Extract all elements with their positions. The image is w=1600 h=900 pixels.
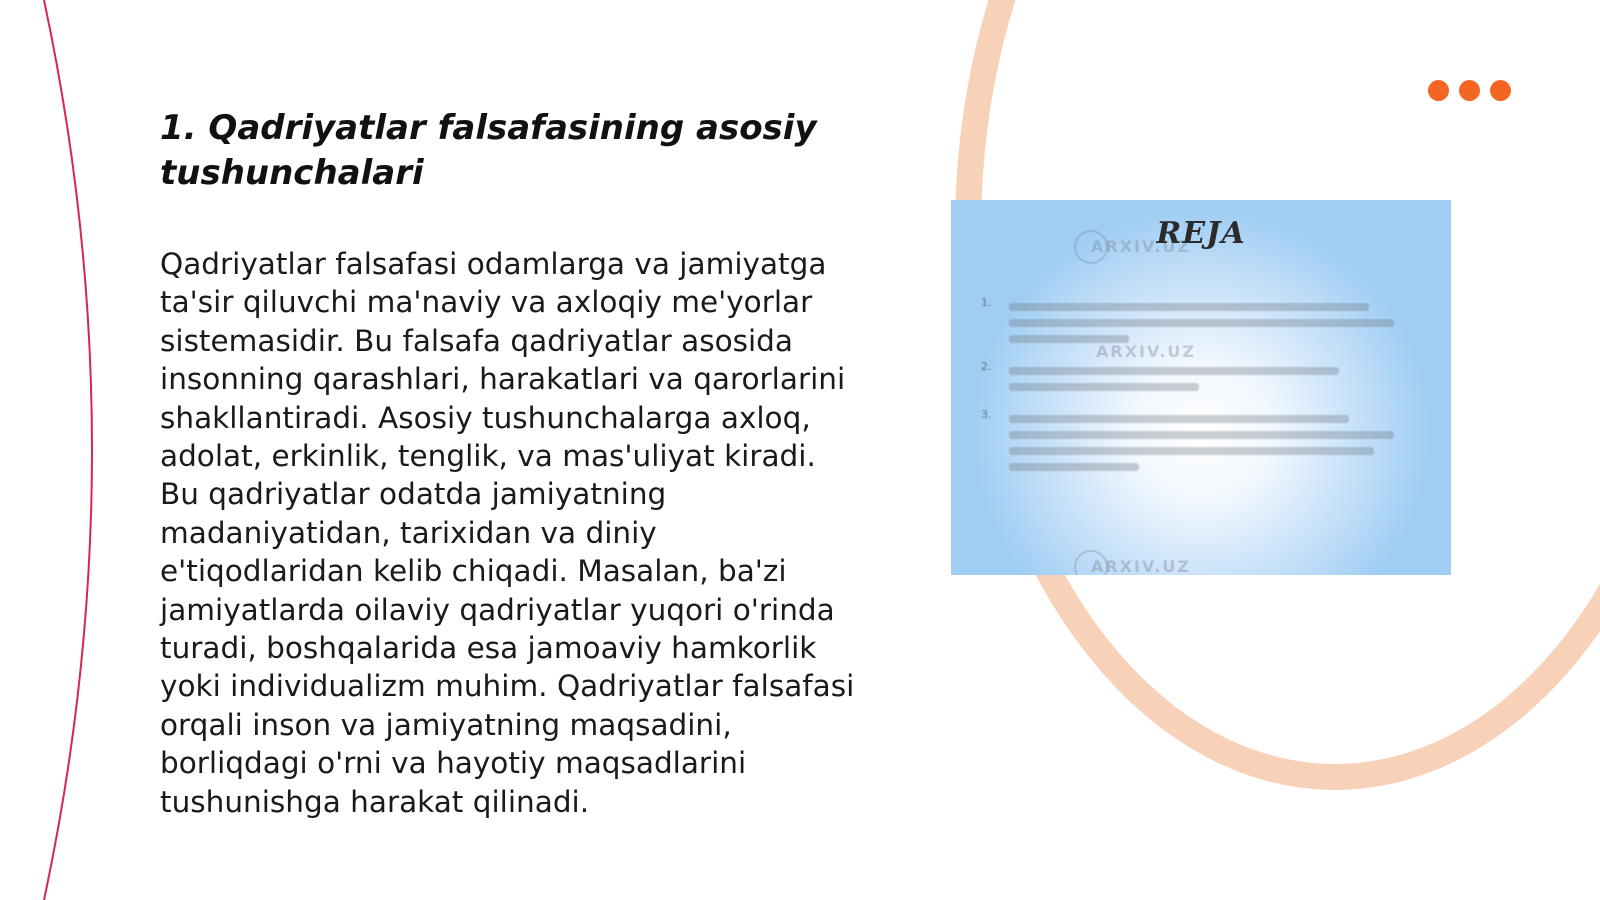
blurred-line [1009,367,1339,375]
blurred-line [1009,431,1394,439]
plan-item [981,408,1401,479]
dot-icon [1490,80,1511,101]
slide-title: 1. Qadriyatlar falsafasining asosiy tushunchalari [160,108,817,193]
blurred-line [1009,447,1374,455]
plan-item [981,360,1401,399]
blurred-line [1009,383,1199,391]
picture-plan-list [981,296,1401,488]
plan-item-number: 1. [981,296,992,309]
left-decorative-arc [0,0,120,900]
slide-body-text: Qadriyatlar falsafasi odamlarga va jamiyatga ta'sir qiluvchi ma'naviy va axloqiy me'yorlar sistemasidir. Bu falsafa qadriyatlar asosida insonning qarashlari, harakatlari va qarorlarini shakllantiradi. Asosiy tushunchalarga axloq, adolat, erkinlik, tenglik, va mas'uliyat kiradi. Bu qadriyatlar odatda jamiyatning madaniyatidan, tarixidan va diniy e'tiqodlaridan kelib chiqadi. Masalan, ba'zi jamiyatlarda oilaviy qadriyatlar yuqori o'rinda turadi, boshqalarida esa jamoaviy hamkorlik yoki individualizm muhim. Qadriyatlar falsafasi orqali inson va jamiyatning maqsadini, borliqdagi o'rni va hayotiy maqsadlarini tushunishga harakat qilinadi. [160,247,855,819]
plan-item-number: 2. [981,360,992,373]
blurred-line [1009,415,1349,423]
reja-picture [951,200,1451,575]
watermark-text: ARXIV.UZ [1091,557,1191,575]
blurred-line [1009,463,1139,471]
watermark-text: ARXIV.UZ [1091,237,1191,256]
decorative-dots [1428,80,1511,101]
watermark-text: ARXIV.UZ [1096,342,1196,361]
dot-icon [1428,80,1449,101]
dot-icon [1459,80,1480,101]
blurred-line [1009,319,1394,327]
blurred-line [1009,303,1369,311]
picture-heading: REJA [1156,216,1246,251]
plan-item-number: 3. [981,408,992,421]
